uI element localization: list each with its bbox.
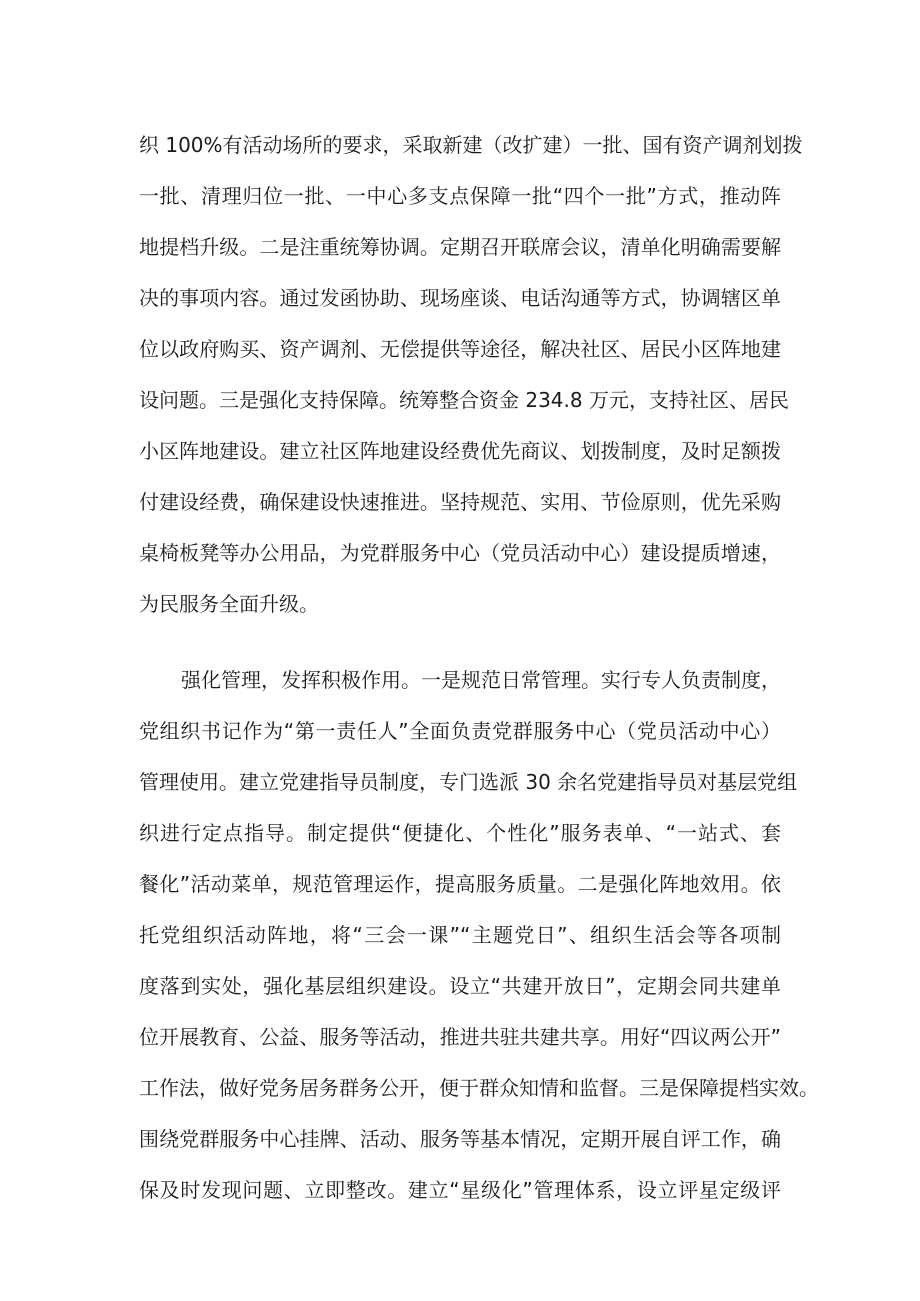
paragraph-2-line-1: 强化管理，发挥积极作用。一是规范日常管理。实行专人负责制度， (181, 668, 781, 692)
paragraph-1-line-4: 决的事项内容。通过发函协助、现场座谈、电话沟通等方式，协调辖区单 (139, 286, 781, 310)
paragraph-1-line-7: 小区阵地建设。建立社区阵地建设经费优先商议、划拨制度，及时足额拨 (139, 439, 781, 463)
paragraph-2-line-9: 工作法，做好党务居务群务公开，便于群众知情和监督。三是保障提档实效。 (139, 1076, 819, 1100)
paragraph-2-line-6: 托党组织活动阵地，将“三会一课”“主题党日”、组织生活会等各项制 (139, 923, 781, 947)
paragraph-2-line-2: 党组织书记作为“第一责任人”全面负责党群服务中心（党员活动中心） (139, 719, 781, 743)
paragraph-1-line-1: 织 100%有活动场所的要求，采取新建（改扩建）一批、国有资产调剂划拨 (139, 133, 803, 157)
paragraph-1-line-9: 桌椅板凳等办公用品，为党群服务中心（党员活动中心）建设提质增速， (139, 541, 781, 565)
paragraph-1-line-3: 地提档升级。二是注重统筹协调。定期召开联席会议，清单化明确需要解 (139, 235, 781, 259)
paragraph-2-line-5: 餐化”活动菜单，规范管理运作，提高服务质量。二是强化阵地效用。依 (139, 872, 781, 896)
paragraph-1-line-2: 一批、清理归位一批、一中心多支点保障一批“四个一批”方式，推动阵 (139, 184, 781, 208)
paragraph-1-line-10: 为民服务全面升级。 (139, 592, 319, 616)
paragraph-2-line-4: 织进行定点指导。制定提供“便捷化、个性化”服务表单、“一站式、套 (139, 821, 781, 845)
paragraph-2-line-10: 围绕党群服务中心挂牌、活动、服务等基本情况，定期开展自评工作，确 (139, 1127, 781, 1151)
paragraph-2-line-3: 管理使用。建立党建指导员制度，专门选派 30 余名党建指导员对基层党组 (139, 770, 798, 794)
paragraph-2-line-7: 度落到实处，强化基层组织建设。设立“共建开放日”，定期会同共建单 (139, 974, 781, 998)
paragraph-2-line-11: 保及时发现问题、立即整改。建立“星级化”管理体系，设立评星定级评 (139, 1178, 781, 1202)
paragraph-1-line-6: 设问题。三是强化支持保障。统筹整合资金 234.8 万元，支持社区、居民 (139, 388, 789, 412)
paragraph-1-line-8: 付建设经费，确保建设快速推进。坚持规范、实用、节俭原则，优先采购 (139, 490, 781, 514)
paragraph-2-line-8: 位开展教育、公益、服务等活动，推进共驻共建共享。用好“四议两公开” (139, 1025, 781, 1049)
paragraph-1-line-5: 位以政府购买、资产调剂、无偿提供等途径，解决社区、居民小区阵地建 (139, 337, 781, 361)
